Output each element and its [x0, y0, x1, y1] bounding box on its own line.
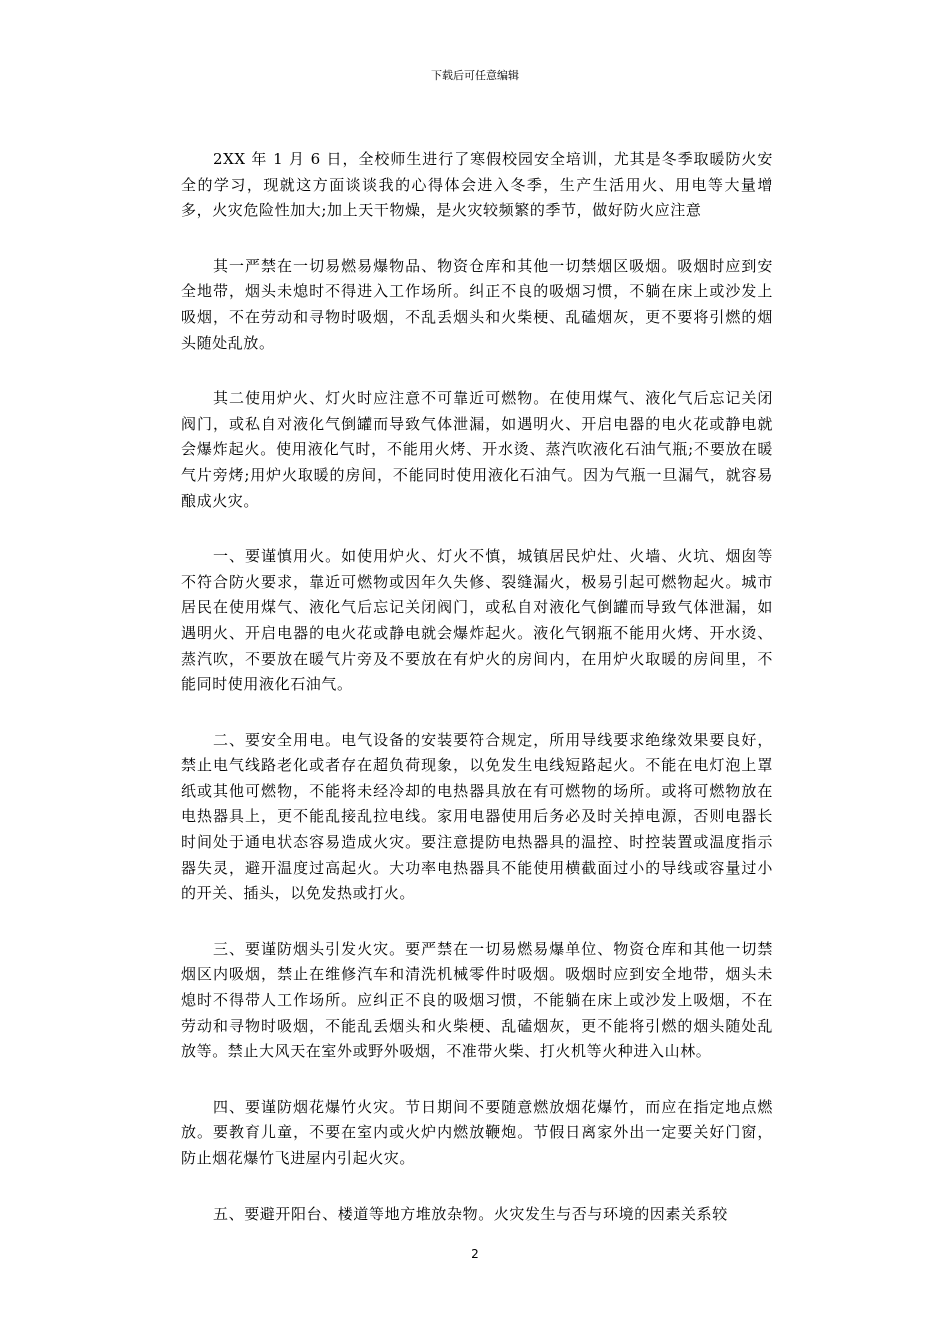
- paragraph-careful-fire-use: 一、要谨慎用火。如使用炉火、灯火不慎，城镇居民炉灶、火墙、火坑、烟囱等不符合防火要求，靠近可燃物或因年久失修、裂缝漏火，极易引起可燃物起火。城市居民在使用煤气、液化气后忘记关闭阀门，或私自对液化气倒罐而导致气体泄漏，如遇明火、开启电器的电火花或静电就会爆炸起火。液化气钢瓶不能用火烤、开水烫、蒸汽吹，不要放在暖气片旁及不要放在有炉火的房间内，在用炉火取暖的房间里，不能同时使用液化石油气。: [181, 547, 773, 694]
- document-body: [181, 147, 773, 1257]
- paragraph-stove-gas: 其二使用炉火、灯火时应注意不可靠近可燃物。在使用煤气、液化气后忘记关闭阀门，或私自对液化气倒罐而导致气体泄漏，如遇明火、开启电器的电火花或静电就会爆炸起火。使用液化气时，不能用火烤、开水烫、蒸汽吹液化石油气瓶;不要放在暖气片旁烤;用炉火取暖的房间，不能同时使用液化石油气。因为气瓶一旦漏气，就容易酿成火灾。: [181, 389, 773, 510]
- paragraph-electricity-safety: 二、要安全用电。电气设备的安装要符合规定，所用导线要求绝缘效果要良好，禁止电气线路老化或者存在超负荷现象，以免发生电线短路起火。不能在电灯泡上罩纸或其他可燃物，不能将未经冷却的电热器具放在有可燃物的场所。或将可燃物放在电热器具上，更不能乱接乱拉电线。家用电器使用后务必及时关掉电源，否则电器长时间处于通电状态容易造成火灾。要注意提防电热器具的温控、时控装置或温度指示器失灵，避开温度过高起火。大功率电热器具不能使用横截面过小的导线或容量过小的开关、插头，以免发热或打火。: [181, 730, 773, 903]
- paragraph-cigarette-fire: 三、要谨防烟头引发火灾。要严禁在一切易燃易爆单位、物资仓库和其他一切禁烟区内吸烟，禁止在维修汽车和清洗机械零件时吸烟。吸烟时应到安全地带，烟头未熄时不得带人工作场所。应纠正不良的吸烟习惯，不能躺在床上或沙发上吸烟，不在劳动和寻物时吸烟，不能乱丢烟头和火柴梗、乱磕烟灰，更不能将引燃的烟头随处乱放等。禁止大风天在室外或野外吸烟，不准带火柴、打火机等火种进入山林。: [181, 939, 773, 1061]
- paragraph-clutter: 五、要避开阳台、楼道等地方堆放杂物。火灾发生与否与环境的因素关系较: [213, 1204, 728, 1223]
- paragraph-intro: 2XX 年 1 月 6 日，全校师生进行了寒假校园安全培训，尤其是冬季取暖防火安全的学习，现就这方面谈谈我的心得体会进入冬季，生产生活用火、用电等大量增多，火灾危险性加大;加上天干物燥，是火灾较频繁的季节，做好防火应注意: [181, 150, 773, 220]
- paragraph-smoking-ban: 其一严禁在一切易燃易爆物品、物资仓库和其他一切禁烟区吸烟。吸烟时应到安全地带，烟头未熄时不得进入工作场所。纠正不良的吸烟习惯，不躺在床上或沙发上吸烟，不在劳动和寻物时吸烟，不乱丢烟头和火柴梗、乱磕烟灰，更不要将引燃的烟头随处乱放。: [181, 256, 773, 352]
- paragraph-fireworks: 四、要谨防烟花爆竹火灾。节日期间不要随意燃放烟花爆竹，而应在指定地点燃放。要教育儿童，不要在室内或火炉内燃放鞭炮。节假日离家外出一定要关好门窗，防止烟花爆竹飞进屋内引起火灾。: [181, 1097, 773, 1167]
- page-header: 下载后可任意编辑: [431, 69, 519, 82]
- page-number: 2: [471, 1247, 479, 1261]
